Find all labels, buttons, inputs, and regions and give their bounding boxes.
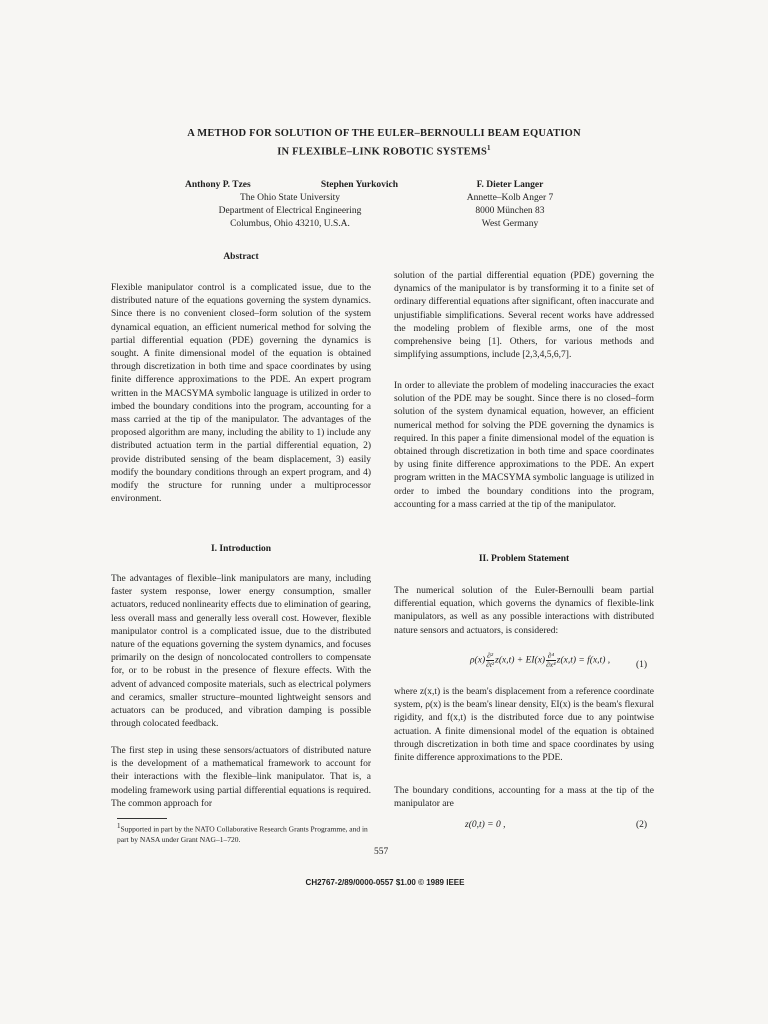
right-paragraph-1: solution of the partial differential equation (PDE) governing the dynamics of the manipulator is by transforming it to a finite set of ordinary differential equations after significant, often inaccurate and unjustifiable simplifications. Several recent works have addressed the modeling problem of flexible arms, one of the most comprehensive being [1]. Others, for various methods and simplifying assumptions, include [2,3,4,5,6,7]. [394,271,654,361]
introduction-paragraph-2: The first step in using these sensors/actuators of distributed nature is the development of a mathematical framework to account for their interactions with the flexible–link manipulator. That is, a modeling framework using partial differential equations is required. The common approach for [111,746,371,809]
problem-paragraph-3: The boundary conditions, accounting for a mass at the tip of the manipulator are [394,786,654,810]
affiliation-department: Department of Electrical Engineering [218,206,362,216]
footnote-rule [117,818,167,819]
affiliation-address: Columbus, Ohio 43210, U.S.A. [230,219,350,229]
footnote-text: Supported in part by the NATO Collaborative Research Grants Programme, and in part by NASA under Grant NAG–1–720. [117,824,368,844]
title-line-2: IN FLEXIBLE–LINK ROBOTIC SYSTEMS$^1$ [277,144,491,158]
equation-1 [470,652,652,669]
right-para-2-block [394,380,654,512]
langer-address-3: West Germany [481,219,539,229]
footnote [117,821,377,845]
affiliation-university: The Ohio State University [240,193,340,203]
equation-2-number: (2) [636,820,648,830]
langer-address-2: 8000 München 83 [475,206,545,216]
authors-left-block [170,179,410,231]
problem-heading-block [394,553,654,566]
paper-title [100,126,668,160]
problem-para-1-block [394,585,654,638]
problem-para-2-block [394,686,654,765]
abstract-section [111,251,371,264]
introduction-paragraph-1: The advantages of flexible–link manipulators are many, including faster system response, lower energy consumption, smaller actuators, reduced nonlinearity effects due to elimination of gearing, less overall mass and generally less overall cost. However, flexible manipulator control is a complicated issue, due to the distributed nature of the equations governing the system dynamics, and focuses primarily on the design of noncolocated controllers to compensate for, or to be robust in the presence of flexure effects. With the advent of advanced composite materials, such as electrical polymers and ceramics, smaller structure–mounted lightweight sensors and actuators can be produced, and vibration damping is possible through colocated feedback. [111,574,371,730]
author-tzes: Anthony P. Tzes [185,180,251,190]
problem-heading: II. Problem Statement [478,554,570,564]
abstract-body [111,282,371,506]
title-footnote-mark: 1 [487,144,491,152]
author-langer: F. Dieter Langer [476,180,544,190]
langer-address-1: Annette–Kolb Anger 7 [466,193,554,203]
author-names [170,179,410,192]
problem-paragraph-1: The numerical solution of the Euler-Bernoulli beam partial differential equation, which governs the dynamics of flexible-link manipulators, as well as any possible interactions with distributed nature sensors and actuators, is considered: [394,586,654,636]
equation-2-body: z(0,t) = 0 , [465,820,506,830]
right-paragraph-2: In order to alleviate the problem of modeling inaccuracies the exact solution of the PDE may be sought. Since there is no closed–form solution of the system dynamical equation, however, an efficient numerical method for solving the PDE governing the dynamics is required. In this paper a finite dimensional model of the equation is obtained through discretization in both time and space coordinates by using finite difference approximations to the PDE. An expert program written in the MACSYMA symbolic language is utilized in order to imbed the boundary conditions into the program, accounting for a mass carried at the tip of the manipulator. [394,381,654,510]
authors-right-block [420,179,600,231]
right-para-1-block [394,270,654,362]
footnote-mark: 1 [117,822,121,830]
author-yurkovich: Stephen Yurkovich [320,180,398,190]
problem-para-3-block [394,785,654,811]
title-line-1: A METHOD FOR SOLUTION OF THE EULER–BERNOULLI BEAM EQUATION [187,128,581,139]
equation-1-body: ρ(x) $\frac{\text{∂²}}{\text{∂t²}}$ z(x,t) + EI(x) $\frac{\text{∂⁴}}{\text{∂x⁴}}$ z(x,t) = f(x,t) , [470,651,611,669]
introduction-para-1-block [111,573,371,731]
abstract-text: Flexible manipulator control is a complicated issue, due to the distributed nature of the equations governing the system dynamics. Since there is no convenient closed–form solution of the system dynamical equation, an efficient numerical method for solving the partial differential equation (PDE) governing the dynamics is sought. A finite dimensional model of the equation is obtained through discretization in both time and space coordinates by using finite difference approximations to the PDE. An expert program written in the MACSYMA symbolic language is utilized in order to imbed the boundary conditions into the program, accounting for a mass carried at the tip of the manipulator. The advantages of the proposed algorithm are many, including the ability to 1) include any distributed actuation term in the partial differential equation, 2) provide distributed sensing of the beam displacement, 3) easily modify the boundary conditions through an expert program, and 4) modify the structure for running under a multiprocessor environment. [111,283,371,505]
equation-1-number: (1) [636,660,648,670]
problem-paragraph-2: where z(x,t) is the beam's displacement from a reference coordinate system, ρ(x) is the beam's linear density, EI(x) is the beam's flexural rigidity, and f(x,t) is the distributed force due to any pointwise actuation. A finite dimensional model of the equation is obtained through discretization in both time and space coordinates by using finite difference approximations to the PDE. [394,687,654,764]
introduction-heading: I. Introduction [210,544,271,554]
copyright-line: CH2767-2/89/0000-0557 $1.00 © 1989 IEEE [305,878,465,887]
abstract-heading: Abstract [223,252,259,262]
introduction-heading-block [111,543,371,556]
page-number: 557 [374,847,389,857]
equation-2 [465,820,545,830]
introduction-para-2-block [111,745,371,811]
